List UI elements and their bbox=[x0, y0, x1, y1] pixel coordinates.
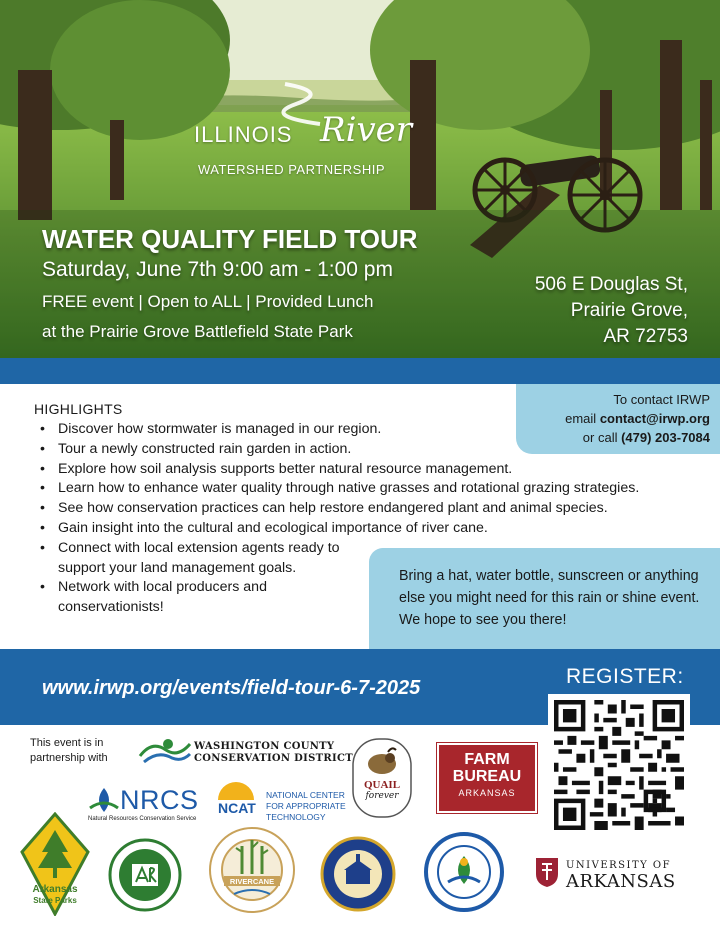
uark-big-text: ARKANSAS bbox=[566, 871, 676, 892]
address-line: Prairie Grove, bbox=[570, 300, 688, 321]
state-parks-line: State Parks bbox=[33, 896, 77, 905]
list-item: • See how conservation practices can help restore endangered plant and animal species. bbox=[38, 499, 698, 519]
farm-bureau-state: ARKANSAS bbox=[458, 788, 516, 798]
list-item: • Learn how to enhance water quality through native grasses and rotational grazing strategies. bbox=[38, 479, 698, 499]
farm-bureau-logo bbox=[437, 743, 537, 813]
bring-items-box: Bring a hat, water bottle, sunscreen or anything else you might need for this rain or shine event. We hope to see you there! bbox=[369, 548, 720, 649]
nrcs-name: NRCS bbox=[120, 785, 199, 815]
ncat-line: FOR APPROPRIATE bbox=[266, 801, 346, 811]
contact-heading: To contact IRWP bbox=[613, 392, 710, 407]
wccd-line: WASHINGTON COUNTY bbox=[194, 741, 335, 752]
farm-line: FARM bbox=[464, 751, 510, 768]
blue-divider bbox=[0, 358, 720, 384]
registration-url-link[interactable]: www.irwp.org/events/field-tour-6-7-2025 bbox=[42, 677, 421, 699]
event-location: at the Prairie Grove Battlefield State Park bbox=[42, 322, 353, 341]
epa-seal-icon bbox=[424, 832, 504, 912]
logo-river-text: River bbox=[320, 110, 413, 150]
list-item: • Gain insight into the cultural and ecological importance of river cane. bbox=[38, 519, 698, 539]
event-details: FREE event | Open to ALL | Provided Lunch bbox=[42, 292, 374, 311]
bureau-line: BUREAU bbox=[452, 768, 522, 785]
ncat-subtitle bbox=[266, 790, 346, 823]
wccd-name bbox=[194, 741, 353, 765]
nrcs-logo-icon bbox=[88, 786, 120, 814]
ncat-line: NATIONAL CENTER bbox=[266, 790, 345, 800]
rivercane-text: RIVERCANE bbox=[229, 877, 275, 886]
ncat-line: TECHNOLOGY bbox=[266, 812, 326, 822]
state-parks-line: Arkansas bbox=[32, 884, 78, 895]
uark-shield-icon bbox=[534, 856, 560, 888]
list-item: • Tour a newly constructed rain garden in action. bbox=[38, 440, 698, 460]
arkansas-state-parks-logo-icon bbox=[20, 812, 90, 916]
address-line: AR 72753 bbox=[603, 326, 688, 347]
ncat-sun-icon bbox=[216, 782, 256, 800]
list-item: • Network with local producers and conservationists! bbox=[38, 578, 368, 618]
washington-county-seal-icon bbox=[320, 836, 396, 912]
hero-banner bbox=[0, 0, 720, 358]
quail-forever-logo-icon bbox=[352, 738, 412, 818]
rivercane-logo-icon bbox=[208, 826, 296, 914]
logo-sub-text: WATERSHED PARTNERSHIP bbox=[198, 162, 385, 177]
uark-small-text: UNIVERSITY OF bbox=[566, 860, 672, 871]
contact-email-link[interactable]: contact@irwp.org bbox=[599, 411, 710, 426]
highlights-title: HIGHLIGHTS bbox=[34, 401, 123, 417]
contact-phone: (479) 203-7084 bbox=[621, 430, 710, 445]
arkansas-agriculture-logo-icon bbox=[108, 838, 182, 912]
nrcs-subtitle: Natural Resources Conservation Service bbox=[88, 816, 197, 822]
wccd-line: CONSERVATION DISTRICT bbox=[194, 753, 353, 764]
wccd-logo-icon bbox=[138, 736, 192, 764]
address-line: 506 E Douglas St, bbox=[534, 274, 688, 295]
list-item: • Connect with local extension agents ready to support your land management goals. bbox=[38, 539, 368, 579]
event-date: Saturday, June 7th 9:00 am - 1:00 pm bbox=[42, 258, 393, 281]
list-item: • Discover how stormwater is managed in our region. bbox=[38, 420, 698, 440]
ncat-name: NCAT bbox=[218, 800, 256, 816]
register-label: REGISTER: bbox=[566, 665, 684, 688]
partnership-note: This event is in partnership with bbox=[30, 737, 108, 764]
list-item: • Explore how soil analysis supports better natural resource management. bbox=[38, 460, 698, 480]
logo-main-text: ILLINOIS bbox=[194, 122, 293, 147]
register-qr-code[interactable] bbox=[548, 694, 690, 836]
quail-text: QUAIL bbox=[363, 779, 401, 791]
event-address bbox=[535, 272, 688, 350]
phone-prefix: or call bbox=[582, 430, 622, 445]
qr-code-icon bbox=[554, 700, 684, 830]
quail-sub-text: forever bbox=[365, 791, 399, 801]
irwp-logo bbox=[192, 80, 412, 190]
email-prefix: email bbox=[565, 411, 600, 426]
event-title: WATER QUALITY FIELD TOUR bbox=[42, 224, 418, 254]
